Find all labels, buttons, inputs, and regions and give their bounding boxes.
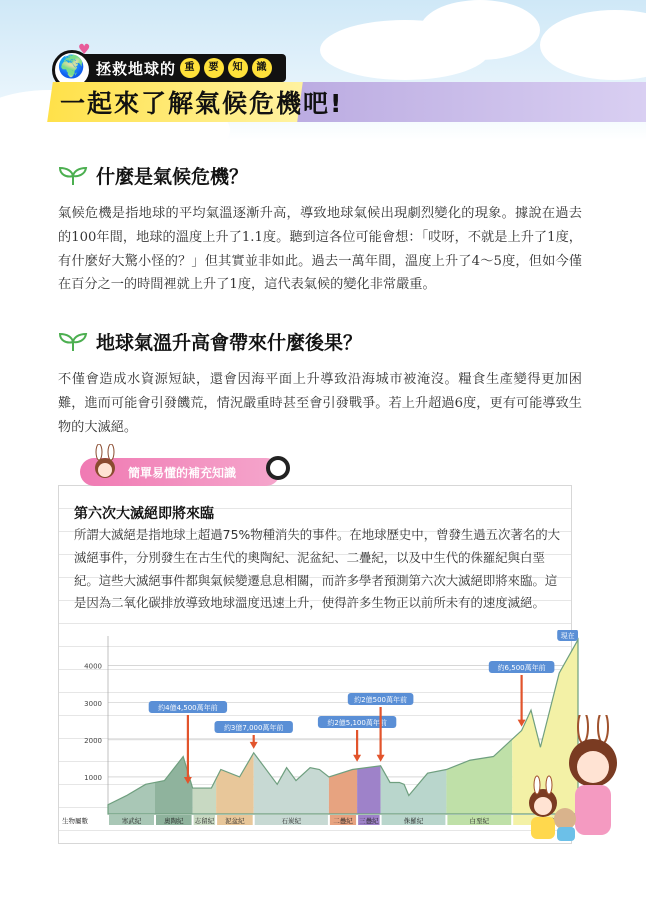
cloud-shape [420,0,540,60]
annotation-label: 約2億5,100萬年前 [327,719,387,727]
tag-chip: 要 [204,58,224,78]
period-label: 三疊紀 [359,817,379,825]
annotation-label: 約2億500萬年前 [354,696,408,704]
section-title: 地球氣溫升高會帶來什麼後果？ [96,332,363,354]
info-box-body: 所謂大滅絕是指地球上超過75%物種消失的事件。在地球歷史中，曾發生過五次著名的大滅絕事件，分別發生在古生代的奧陶紀、泥盆紀、二疊紀，以及中生代的侏羅紀與白堊紀。這些大滅絕事件都與氣候變遷息息相關，而許多學者預測第六次大滅絕即將來臨。這是因為二氧化碳排放導致地球溫度迅速上升，使得許多生物正以前所未有的速度滅絕。 [74,527,560,611]
period-label: 寒武紀 [121,817,142,825]
sprout-icon [58,166,88,186]
section-heading [58,162,248,189]
header-tag [57,42,286,82]
section-title: 什麼是氣候危機？ [96,166,249,188]
period-label: 志留紀 [194,817,215,825]
annotation-label: 約6,500萬年前 [497,664,546,672]
section-body: 不僅會造成水資源短缺，還會因海平面上升導致沿海城市被淹沒。糧食生產變得更加困難，進而可能會引發饑荒，情況嚴重時甚至會引發戰爭。若上升超過6度，更有可能導致生物的大滅絕。 [58,372,582,435]
magnifier-icon [266,456,290,480]
annotation-label: 約4億4,500萬年前 [158,704,218,712]
period-label: 石炭紀 [281,817,302,825]
annotation-label: 現在 [560,632,575,640]
period-label: 泥盆紀 [225,817,245,825]
tag-chip: 重 [180,58,200,78]
bunny-icon [90,444,120,480]
tag-chip: 知 [228,58,248,78]
annotation-arrowhead [353,755,361,762]
header-tag-text: 拯救地球的 [96,59,177,78]
heart-icon: ♥ [78,42,92,58]
annotation-arrowhead [250,742,258,749]
y-tick-label: 1000 [84,773,102,782]
section-body: 氣候危機是指地球的平均氣溫逐漸升高，導致地球氣候出現劇烈變化的現象。據說在過去的100年間，地球的溫度上升了1.1度。聽到這各位可能會想：「哎呀，不就是上升了1度，有什麼好大驚小怪的？」但其實並非如此。過去一萬年間，溫度上升了4～5度，但如今僅在百分之一的時間裡就上升了1度，這代表氣候的變化非常嚴重。 [58,206,582,293]
y-tick-label: 2000 [84,736,102,745]
y-axis-label: 生物屬數 [62,817,88,825]
y-tick-label: 3000 [84,699,102,708]
y-tick-label: 4000 [84,662,102,671]
annotation-arrowhead [377,755,385,762]
info-box-tag [80,458,280,486]
globe-icon: 🌍 [52,50,92,90]
character-illustration [515,715,635,845]
period-band [193,636,217,814]
cloud-shape [540,10,646,80]
info-box-tag-text: 簡單易懂的補充知識 [128,465,237,480]
period-label: 侏羅紀 [403,817,424,825]
page-headline: 一起來了解氣候危機吧! [60,89,344,118]
period-label: 奧陶紀 [164,817,184,825]
tag-chip: 識 [252,58,272,78]
annotation-label: 約3億7,000萬年前 [223,724,284,732]
period-band [108,636,155,814]
extinction-chart [60,630,585,830]
info-box-title: 第六次大滅絕即將來臨 [74,506,214,522]
sprout-icon [58,332,88,352]
period-label: 白堊紀 [469,817,490,825]
section-heading [58,328,362,355]
period-label: 二疊紀 [333,817,353,825]
